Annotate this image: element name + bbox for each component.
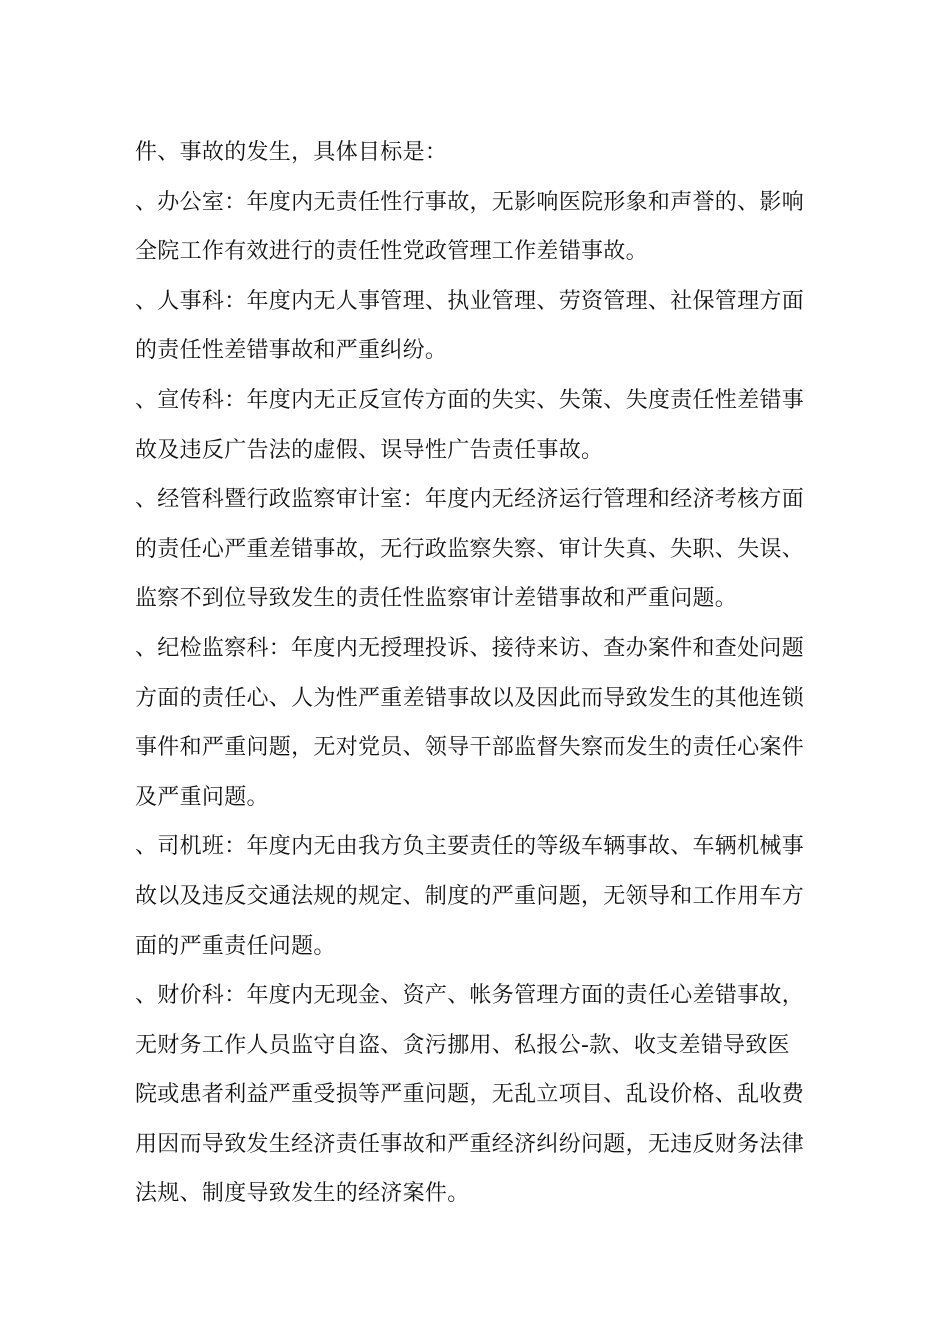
text-line: 无财务工作人员监守自盗、贪污挪用、私报公-款、收支差错导致医 (135, 1032, 790, 1058)
document-body (135, 128, 815, 1219)
text-line: 件、事故的发生，具体目标是： (135, 140, 448, 165)
text-line: 及严重问题。 (135, 784, 269, 810)
text-line: 法规、制度导致发生的经济案件。 (135, 1181, 470, 1207)
text-line: 、财价科：年度内无现金、资产、帐务管理方面的责任心差错事故， (135, 983, 805, 1009)
text-line: 全院工作有效进行的责任性党政管理工作差错事故。 (135, 239, 648, 265)
text-line: 故及违反广告法的虚假、误导性广告责任事故。 (135, 437, 604, 463)
text-line: 院或患者利益严重受损等严重问题，无乱立项目、乱设价格、乱收费 (135, 1082, 805, 1108)
text-line: 方面的责任心、人为性严重差错事故以及因此而导致发生的其他连锁 (135, 685, 805, 711)
text-line: 用因而导致发生经济责任事故和严重经济纠纷问题，无违反财务法律 (135, 1131, 805, 1157)
text-line: 、司机班：年度内无由我方负主要责任的等级车辆事故、车辆机械事 (135, 834, 805, 860)
text-line: 、宣传科：年度内无正反宣传方面的失实、失策、失度责任性差错事 (135, 387, 805, 413)
text-line: 的责任性差错事故和严重纠纷。 (135, 338, 448, 364)
text-line: 、经管科暨行政监察审计室：年度内无经济运行管理和经济考核方面 (135, 487, 805, 513)
text-line: 事件和严重问题，无对党员、领导干部监督失察而发生的责任心案件 (135, 735, 805, 761)
text-line: 监察不到位导致发生的责任性监察审计差错事故和严重问题。 (135, 586, 738, 612)
text-line: 面的严重责任问题。 (135, 933, 336, 959)
text-line: 的责任心严重差错事故，无行政监察失察、审计失真、失职、失误、 (135, 536, 805, 562)
text-line: 、办公室：年度内无责任性行事故，无影响医院形象和声誉的、影响 (135, 189, 805, 215)
text-line: 故以及违反交通法规的规定、制度的严重问题，无领导和工作用车方 (135, 883, 805, 909)
text-line: 、人事科：年度内无人事管理、执业管理、劳资管理、社保管理方面 (135, 288, 805, 314)
text-line: 、纪检监察科：年度内无授理投诉、接待来访、查办案件和查处问题 (135, 635, 805, 661)
